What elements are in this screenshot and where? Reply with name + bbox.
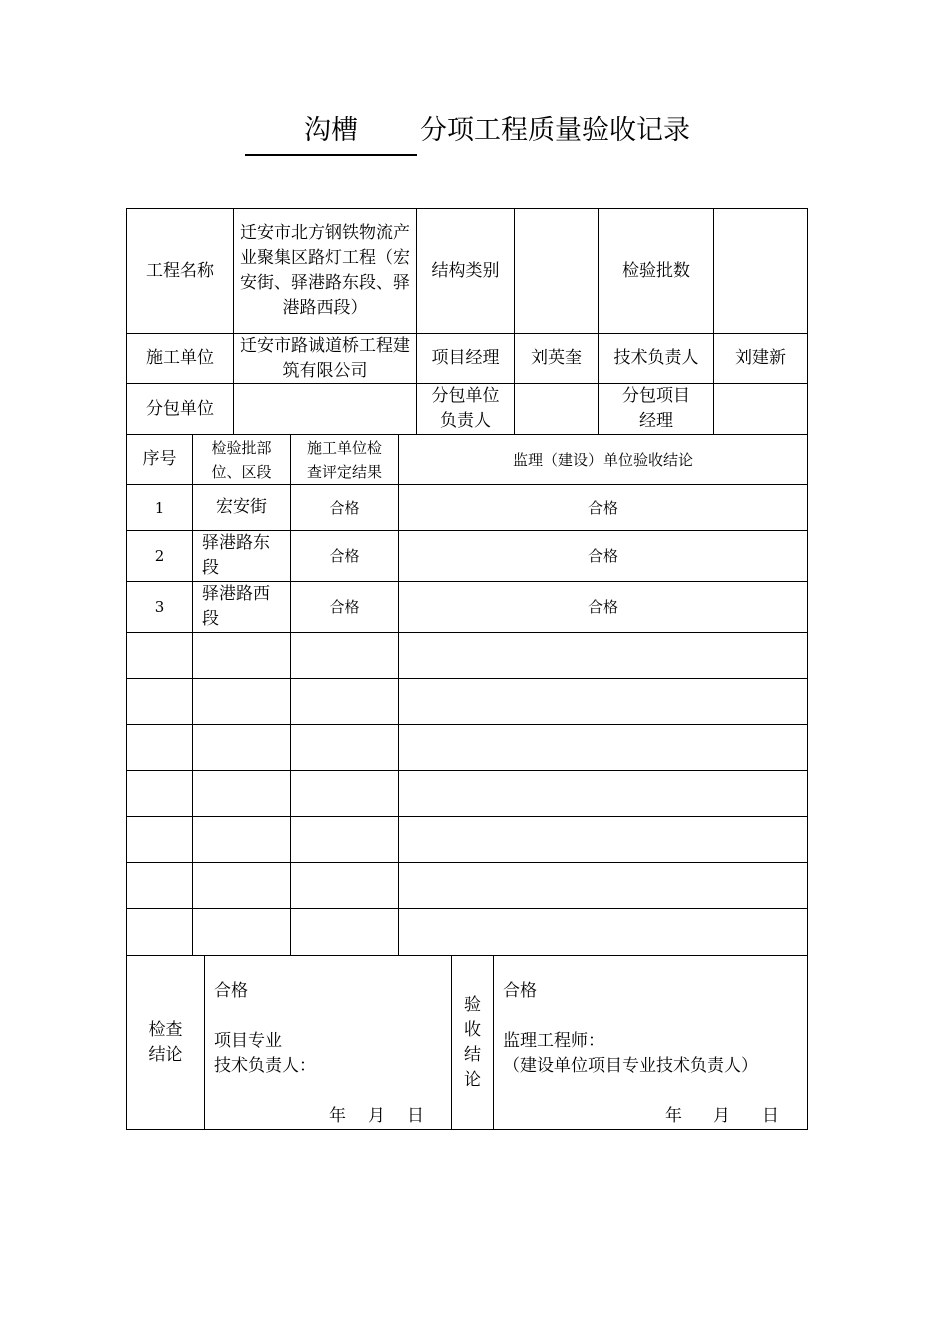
check-conclusion-cell — [204, 955, 452, 1130]
project-name-label: 工程名称 — [126, 208, 234, 334]
accept-date-month: 月 — [713, 1106, 730, 1126]
empty-cell — [126, 724, 193, 771]
empty-cell — [192, 816, 291, 863]
empty-cell — [126, 908, 193, 956]
empty-cell — [398, 724, 808, 771]
table-row-conclusion: 合格 — [398, 484, 808, 531]
sub-lead-value — [514, 383, 599, 435]
empty-cell — [398, 862, 808, 909]
empty-cell — [192, 908, 291, 956]
tech-lead-value: 刘建新 — [713, 333, 808, 384]
subcontractor-label: 分包单位 — [126, 383, 234, 435]
empty-cell — [398, 770, 808, 817]
empty-cell — [398, 816, 808, 863]
sub-manager-value — [713, 383, 808, 435]
table-row-no: 3 — [126, 581, 193, 633]
empty-cell — [192, 862, 291, 909]
empty-cell — [192, 724, 291, 771]
accept-result: 合格 — [503, 981, 537, 1001]
table-row-conclusion: 合格 — [398, 530, 808, 582]
empty-cell — [290, 908, 399, 956]
table-row-self-check: 合格 — [290, 581, 399, 633]
accept-conclusion-cell — [493, 955, 808, 1130]
batch-count-value — [713, 208, 808, 334]
check-signer-line-2: 技术负责人： — [214, 1056, 316, 1076]
empty-cell — [290, 770, 399, 817]
check-date-day: 日 — [407, 1106, 424, 1126]
column-header-no: 序号 — [126, 434, 193, 485]
empty-cell — [290, 678, 399, 725]
empty-cell — [192, 678, 291, 725]
document-title — [0, 110, 950, 160]
column-header-conclusion: 监理（建设）单位验收结论 — [398, 434, 808, 485]
table-row-location: 宏安街 — [192, 484, 291, 531]
batch-count-label: 检验批数 — [598, 208, 714, 334]
project-name-value: 迁安市北方钢铁物流产业聚集区路灯工程（宏安街、驿港路东段、驿港路西段） — [233, 208, 417, 334]
empty-cell — [192, 770, 291, 817]
empty-cell — [290, 862, 399, 909]
check-conclusion-label: 检查结论 — [148, 1019, 183, 1065]
accept-conclusion-label: 验收结论 — [464, 994, 481, 1090]
table-row-conclusion: 合格 — [398, 581, 808, 633]
empty-cell — [290, 816, 399, 863]
column-header-self-check: 施工单位检查评定结果 — [290, 434, 399, 485]
accept-signer-line-2: （建设单位项目专业技术负责人） — [503, 1056, 758, 1076]
subcontractor-value — [233, 383, 417, 435]
table-row-self-check: 合格 — [290, 530, 399, 582]
check-conclusion-label-cell — [126, 955, 205, 1130]
contractor-label: 施工单位 — [126, 333, 234, 384]
tech-lead-label: 技术负责人 — [598, 333, 714, 384]
check-date-month: 月 — [368, 1106, 385, 1126]
check-date-year: 年 — [329, 1106, 346, 1126]
check-result: 合格 — [214, 981, 248, 1001]
title-main: 分项工程质量验收记录 — [420, 115, 690, 146]
project-manager-value: 刘英奎 — [514, 333, 599, 384]
sub-manager-label: 分包项目经理 — [598, 383, 714, 435]
title-subject: 沟槽 — [245, 110, 417, 156]
project-manager-label: 项目经理 — [416, 333, 515, 384]
accept-date-year: 年 — [665, 1106, 682, 1126]
accept-date-day: 日 — [762, 1106, 779, 1126]
structure-type-label: 结构类别 — [416, 208, 515, 334]
structure-type-value — [514, 208, 599, 334]
accept-signer-line-1: 监理工程师： — [503, 1031, 605, 1051]
empty-cell — [398, 678, 808, 725]
table-row-location: 驿港路西段 — [192, 581, 291, 633]
sub-lead-label: 分包单位负责人 — [416, 383, 515, 435]
empty-cell — [126, 770, 193, 817]
empty-cell — [290, 632, 399, 679]
empty-cell — [126, 632, 193, 679]
empty-cell — [398, 632, 808, 679]
table-row-no: 1 — [126, 484, 193, 531]
empty-cell — [398, 908, 808, 956]
empty-cell — [192, 632, 291, 679]
empty-cell — [290, 724, 399, 771]
empty-cell — [126, 678, 193, 725]
table-row-no: 2 — [126, 530, 193, 582]
contractor-value: 迁安市路诚道桥工程建筑有限公司 — [233, 333, 417, 384]
table-row-location: 驿港路东段 — [192, 530, 291, 582]
empty-cell — [126, 862, 193, 909]
table-row-self-check: 合格 — [290, 484, 399, 531]
empty-cell — [126, 816, 193, 863]
check-signer-line-1: 项目专业 — [214, 1031, 282, 1051]
column-header-location: 检验批部位、区段 — [192, 434, 291, 485]
accept-conclusion-label-cell — [451, 955, 494, 1130]
